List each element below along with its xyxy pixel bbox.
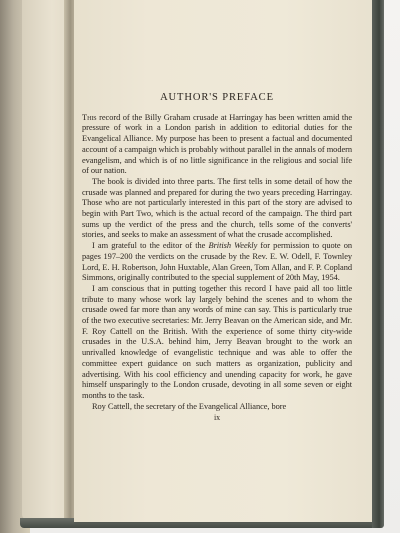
page-heading: AUTHOR'S PREFACE [160,92,274,103]
cover-right-edge [372,0,384,528]
page-number: ix [213,413,221,423]
paragraph-1-lead: This [82,112,97,122]
paragraph-5: Roy Cattell, the secretary of the Evangelical Alliance, bore [92,401,287,411]
page-text [82,93,352,424]
paragraph-3-before: I am grateful to the editor of the [92,241,209,251]
paragraph-2: The book is divided into three parts. The first tells in some detail of how the crusade was planned and prepared for during the two years preceding Harringay. Those who are not particularly interested in this part of the story are advised to begin with Part Two, which is the actual record of the campaign. The third part sums up the verdict of the press and the church, tells some of the converts' stories, and seeks to make an assessment of what the crusade accomplished. [82,176,352,240]
paragraph-3-italic: British Weekly [208,241,258,251]
paragraph-3-text: for permission to quote on pages 197–200 the verdicts on the crusade by the Rev. E. W. Odell, F. Townley Lord, E. H. Robertson, John Huxtable, Alan Green, Tom Allan, and F. P. Copland Simmons, originally contributed to the special supplement of 20th May, 1954. [82,241,352,283]
paragraph-1-text: record of the Billy Graham crusade at Harringay has been written amid the pressure of work in a London parish in addition to editorial duties for the Evangelical Alliance. My purpose has been to present a factual and documented account of a campaign which is probably without parallel in the annals of modern evangelism, and which is of no little significance in the religious and social life of our nation. [82,112,352,176]
paragraph-4: I am conscious that in putting together this record I have paid all too little tribute to many whose work lay largely behind the scenes and to whom the crusade owed far more than any words of mine can say. This is particularly true of the two executive secretaries: Mr. Jerry Beavan on the American side, and Mr. F. Roy Cattell on the British. With the experience of some thirty city-wide crusades in the U.S.A. behind him, Jerry Beavan brought to the work an unrivalled knowledge of evangelistic technique and was able to offer the committee expert guidance on such matters as organization, publicity and advertising. With his cool efficiency and unending capacity for work, he gave himself unsparingly to the London crusade, devoting in all some seven or eight months to the task. [82,283,352,400]
paragraph-3 [82,241,352,284]
paragraph-1 [82,113,352,177]
